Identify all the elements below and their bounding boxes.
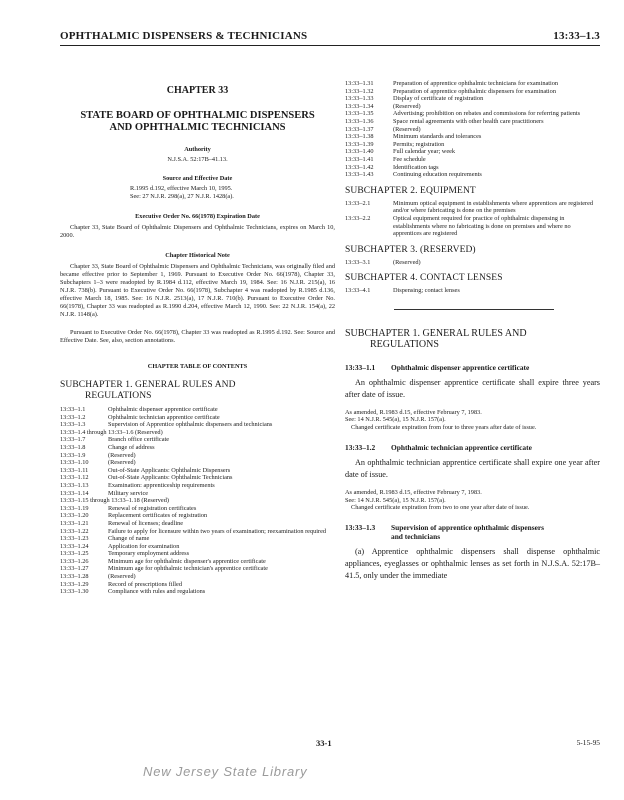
toc-entry-title: Preparation of apprentice ophthalmic technicians for examination (393, 80, 559, 87)
source-heading: Source and Effective Date (162, 175, 233, 182)
toc-entry (345, 95, 600, 103)
toc-entry (345, 200, 600, 215)
section-1-2-heading: 13:33–1.2 Ophthalmic technician apprentice certificate (345, 443, 532, 453)
toc-sub3-list (345, 259, 600, 267)
toc-entry-title: Compliance with rules and regulations (108, 588, 206, 596)
toc-entry-title: Out-of-State Applicants: Ophthalmic Dispensers (108, 466, 231, 474)
toc-right-list (345, 80, 600, 179)
toc-entry-number: 13:33–1.19 (60, 504, 89, 512)
toc-sub2-list (345, 200, 600, 238)
body-subchapter-1-heading: SUBCHAPTER 1. GENERAL RULES AND REGULATIONS (345, 327, 527, 351)
toc-entry (345, 118, 600, 126)
exec-order-heading: Executive Order No. 66(1978) Expiration Date (135, 213, 260, 220)
toc-entry-title: Fee schedule (393, 155, 426, 163)
toc-entry-title: Ophthalmic dispenser apprentice certificate (108, 406, 218, 413)
toc-entry-title: Application for examination (108, 542, 180, 550)
library-stamp: New Jersey State Library (143, 764, 308, 779)
toc-entry (345, 141, 600, 149)
toc-entry-title: Full calendar year; week (393, 148, 456, 156)
exec-order-text: Chapter 33, State Board of Ophthalmic Dispensers and Ophthalmic Technicians, expires on March 10, 2000. (60, 224, 335, 239)
toc-entry-number: 13:33–1.26 (60, 557, 89, 565)
toc-entry (60, 588, 335, 596)
toc-entry-number: 13:33–1.42 (345, 163, 374, 171)
history-text: Chapter 33, State Board of Ophthalmic Dispensers and Ophthalmic Technicians, was originally filed and became effective prior to September 1, 1969. Pursuant to Executive Order No. 66(1978), Chapter 33, Subchapters 1–3 were readopted by R.1984 d.112, effective March 19, 1984. See: 16 N.J.R. 215(a), 16 N.J.R. 738(b). Pursuant to Executive Order No. 66(1978), Subchapter 4 was readopted by R.1985 d.136, effective March 18, 1985. See: 16 N.J.R. 2513(a), 17 N.J.R. 710(b). Pursuant to Executive Order No. 66(1978), Chapter 33 was readopted as R.1990 d.204, effective March 12, 1990. See: 22 N.J.R. 154(a), 22 N.J.R. 1148(a). (60, 263, 335, 318)
header-rule (60, 45, 600, 46)
toc-entry (345, 259, 600, 267)
toc-entry (60, 482, 335, 490)
toc-entry (60, 406, 335, 414)
toc-entry-title: Minimum age for ophthalmic dispenser's apprentice certificate (108, 557, 266, 565)
authority-text: N.J.S.A. 52:17B–41.13. (167, 156, 228, 163)
toc-entry (60, 421, 335, 429)
toc-entry-number: 13:33–1.14 (60, 489, 89, 497)
toc-entry (345, 215, 600, 238)
toc-entry-number: 13:33–1.28 (60, 573, 89, 581)
left-column (60, 80, 335, 596)
toc-entry-number: 13:33–1.39 (345, 140, 374, 148)
toc-entry-number: 13:33–1.31 (345, 80, 374, 87)
toc-entry-title: (Reserved) (393, 125, 421, 133)
toc-entry-number: 13:33–2.1 (345, 199, 371, 207)
toc-entry-title: Display of certificate of registration (393, 95, 484, 103)
toc-entry-title: Record of prescriptions filled (108, 580, 182, 588)
toc-entry-number: 13:33–3.1 (345, 258, 371, 266)
toc-entry-title: Minimum optical equipment in establishments where apprentices are registered and/or where fabricating is done on the premises (393, 199, 594, 215)
toc-left-list (60, 406, 335, 596)
history-text-2: Pursuant to Executive Order No. 66(1978), Chapter 33 was readopted as R.1995 d.192. See: Source and Effective Date. See, also, section annotations. (60, 329, 335, 344)
page-number: 33-1 (316, 738, 332, 748)
toc-entry-number: 13:33–1.3 (60, 421, 86, 429)
section-1-1-heading: 13:33–1.1 Ophthalmic dispenser apprentice certificate (345, 362, 530, 372)
toc-entry (60, 558, 335, 566)
chapter-title: CHAPTER 33 (166, 85, 229, 96)
toc-entry-title: Minimum standards and tolerances (393, 133, 482, 141)
toc-entry (60, 452, 335, 460)
toc-entry (60, 535, 335, 543)
toc-entry-title: Ophthalmic technician apprentice certificate (108, 413, 220, 421)
toc-entry-number: 13:33–1.10 (60, 459, 89, 467)
toc-entry-number: 13:33–1.21 (60, 519, 89, 527)
toc-entry (345, 148, 600, 156)
toc-entry-title: Branch office certificate (108, 436, 170, 444)
source-text: R.1995 d.192, effective March 10, 1995. See: 27 N.J.R. 298(a), 27 N.J.R. 1428(a). (130, 185, 234, 200)
authority-heading: Authority (184, 146, 211, 153)
section-1-1-history: As amended, R.1983 d.15, effective February 7, 1983. See: 14 N.J.R. 545(a), 15 N.J.R. 157(a). Changed certificate expiration from four to three years after date of issue. (345, 408, 537, 431)
toc-entry-title: Advertising; prohibition on rebates and commissions for referring patients (393, 110, 581, 118)
toc-subchapter-4: SUBCHAPTER 4. CONTACT LENSES (345, 273, 503, 284)
toc-entry (345, 88, 600, 96)
toc-entry-title: (Reserved) (108, 451, 136, 459)
toc-entry-number: 13:33–2.2 (345, 214, 371, 222)
toc-entry-number: 13:33–1.34 (345, 102, 374, 110)
toc-entry (60, 414, 335, 422)
toc-entry-number: 13:33–1.30 (60, 588, 89, 596)
toc-entry (345, 126, 600, 134)
toc-entry-title: (Reserved) (393, 102, 421, 110)
toc-entry-number: 13:33–1.24 (60, 542, 89, 550)
toc-entry-number: 13:33–1.25 (60, 550, 89, 558)
toc-entry-number: 13:33–1.20 (60, 512, 89, 520)
toc-entry-title: Identification tags (393, 163, 439, 171)
toc-heading: CHAPTER TABLE OF CONTENTS (147, 363, 248, 370)
toc-entry-number: 13:33–1.9 (60, 451, 86, 459)
toc-entry (60, 436, 335, 444)
running-head (60, 30, 600, 44)
toc-entry (60, 467, 335, 475)
toc-entry-number: 13:33–4.1 (345, 287, 371, 295)
supplement-date: 5-15-95 (576, 738, 600, 747)
toc-entry-title: Change of address (108, 443, 155, 451)
toc-entry-number: 13:33–1.35 (345, 110, 374, 118)
toc-entry-number: 13:33–1.33 (345, 95, 374, 103)
toc-entry-number: 13:33–1.13 (60, 481, 89, 489)
toc-entry (60, 543, 335, 551)
toc-entry-number: 13:33–1.27 (60, 565, 89, 573)
toc-entry-title: Failure to apply for licensure within two years of examination; reexamination required (108, 527, 327, 535)
toc-entry-title: Space rental agreements with other health care practitioners (393, 117, 544, 125)
toc-entry-title: Supervision of Apprentice ophthalmic dispensers and technicians (108, 421, 273, 429)
toc-entry (345, 171, 600, 179)
section-1-3-text: (a) Apprentice ophthalmic dispensers shall dispense ophthalmic appliances, eyeglasses or ophthalmic lenses as set forth in N.J.S.A. 52:17B–41.5, only under the immediate (345, 547, 600, 581)
toc-entry-title: Examination: apprenticeship requirements (108, 481, 215, 489)
toc-entry (345, 110, 600, 118)
section-divider (394, 309, 554, 310)
toc-entry (60, 573, 335, 581)
toc-entry-title: Continuing education requirements (393, 171, 482, 179)
toc-entry-number: 13:33–1.40 (345, 148, 374, 156)
toc-entry (60, 512, 335, 520)
board-title: STATE BOARD OF OPHTHALMIC DISPENSERS AND OPHTHALMIC TECHNICIANS (80, 110, 315, 133)
toc-entry-number: 13:33–1.41 (345, 155, 374, 163)
toc-entry (345, 103, 600, 111)
toc-entry-title: (Reserved) (108, 573, 136, 581)
running-head-section: 13:33–1.3 (553, 30, 600, 42)
toc-sub4-list (345, 287, 600, 295)
toc-entry (345, 287, 600, 295)
toc-entry (60, 429, 335, 437)
toc-entry (345, 80, 600, 88)
toc-entry-number: 13:33–1.8 (60, 443, 86, 451)
toc-entry (60, 459, 335, 467)
toc-entry-title: Renewal of licenses; deadline (108, 519, 184, 527)
running-head-title: OPHTHALMIC DISPENSERS & TECHNICIANS (60, 30, 308, 42)
toc-entry-number: 13:33–1.37 (345, 125, 374, 133)
toc-entry-title: Replacement certificates of registration (108, 512, 208, 520)
toc-entry (60, 497, 335, 505)
section-1-2-history: As amended, R.1983 d.15, effective February 7, 1983. See: 14 N.J.R. 545(a), 15 N.J.R. 157(a). Changed certificate expiration from two to one year after date of issue. (345, 489, 530, 511)
toc-subchapter-1: SUBCHAPTER 1. GENERAL RULES AND REGULATIONS (60, 380, 236, 401)
toc-entry-number: 13:33–1.38 (345, 133, 374, 141)
toc-entry (345, 133, 600, 141)
toc-entry-title: (Reserved) (108, 459, 136, 467)
toc-entry (60, 528, 335, 536)
toc-entry-range: 13:33–1.4 through 13:33–1.6 (Reserved) (60, 428, 163, 436)
toc-entry-number: 13:33–1.11 (60, 466, 89, 474)
toc-subchapter-2: SUBCHAPTER 2. EQUIPMENT (345, 185, 476, 196)
toc-entry-number: 13:33–1.43 (345, 171, 374, 179)
toc-entry-title: Minimum age for ophthalmic technician's apprentice certificate (108, 565, 268, 573)
toc-entry-number: 13:33–1.22 (60, 527, 89, 535)
toc-entry-number: 13:33–1.12 (60, 474, 89, 482)
history-heading: Chapter Historical Note (165, 252, 230, 259)
toc-entry (60, 444, 335, 452)
section-1-1-text: An ophthalmic dispenser apprentice certificate shall expire three years after date of issue. (345, 377, 600, 399)
toc-entry-number: 13:33–1.29 (60, 580, 89, 588)
toc-entry (60, 581, 335, 589)
toc-entry-number: 13:33–1.1 (60, 406, 86, 413)
toc-entry-number: 13:33–1.23 (60, 535, 89, 543)
section-1-2-text: An ophthalmic technician apprentice certificate shall expire one year after date of issue. (345, 458, 600, 480)
toc-entry-title: Preparation of apprentice ophthalmic dispensers for examination (393, 87, 556, 95)
toc-entry (345, 156, 600, 164)
toc-entry-title: (Reserved) (393, 258, 421, 266)
toc-entry-number: 13:33–1.36 (345, 117, 374, 125)
toc-entry-title: Out-of-State Applicants: Ophthalmic Technicians (108, 474, 233, 482)
toc-entry-range: 13:33–1.15 through 13:33–1.18 (Reserved) (60, 497, 169, 505)
toc-entry (60, 550, 335, 558)
toc-entry-number: 13:33–1.32 (345, 87, 374, 95)
toc-entry-title: Permits; registration (393, 140, 445, 148)
toc-entry (345, 164, 600, 172)
toc-entry (60, 565, 335, 573)
section-1-3-heading: 13:33–1.3 Supervision of apprentice ophthalmic dispensers and technicians (345, 523, 545, 542)
toc-entry (60, 474, 335, 482)
toc-entry (60, 505, 335, 513)
toc-entry-number: 13:33–1.7 (60, 436, 86, 444)
right-column (345, 80, 600, 582)
toc-entry-title: Change of name (108, 535, 150, 543)
toc-entry-title: Optical equipment required for practice of ophthalmic dispensing in establishments where no fabricating is done on premises and where no apprentices are registered (393, 214, 571, 238)
toc-entry-title: Military service (108, 489, 149, 497)
toc-entry-number: 13:33–1.2 (60, 413, 86, 421)
toc-entry-title: Temporary employment address (108, 550, 190, 558)
toc-entry-title: Dispensing; contact lenses (393, 287, 460, 295)
toc-subchapter-3: SUBCHAPTER 3. (RESERVED) (345, 244, 476, 255)
toc-entry (60, 520, 335, 528)
toc-entry (60, 490, 335, 498)
toc-entry-title: Renewal of registration certificates (108, 504, 197, 512)
